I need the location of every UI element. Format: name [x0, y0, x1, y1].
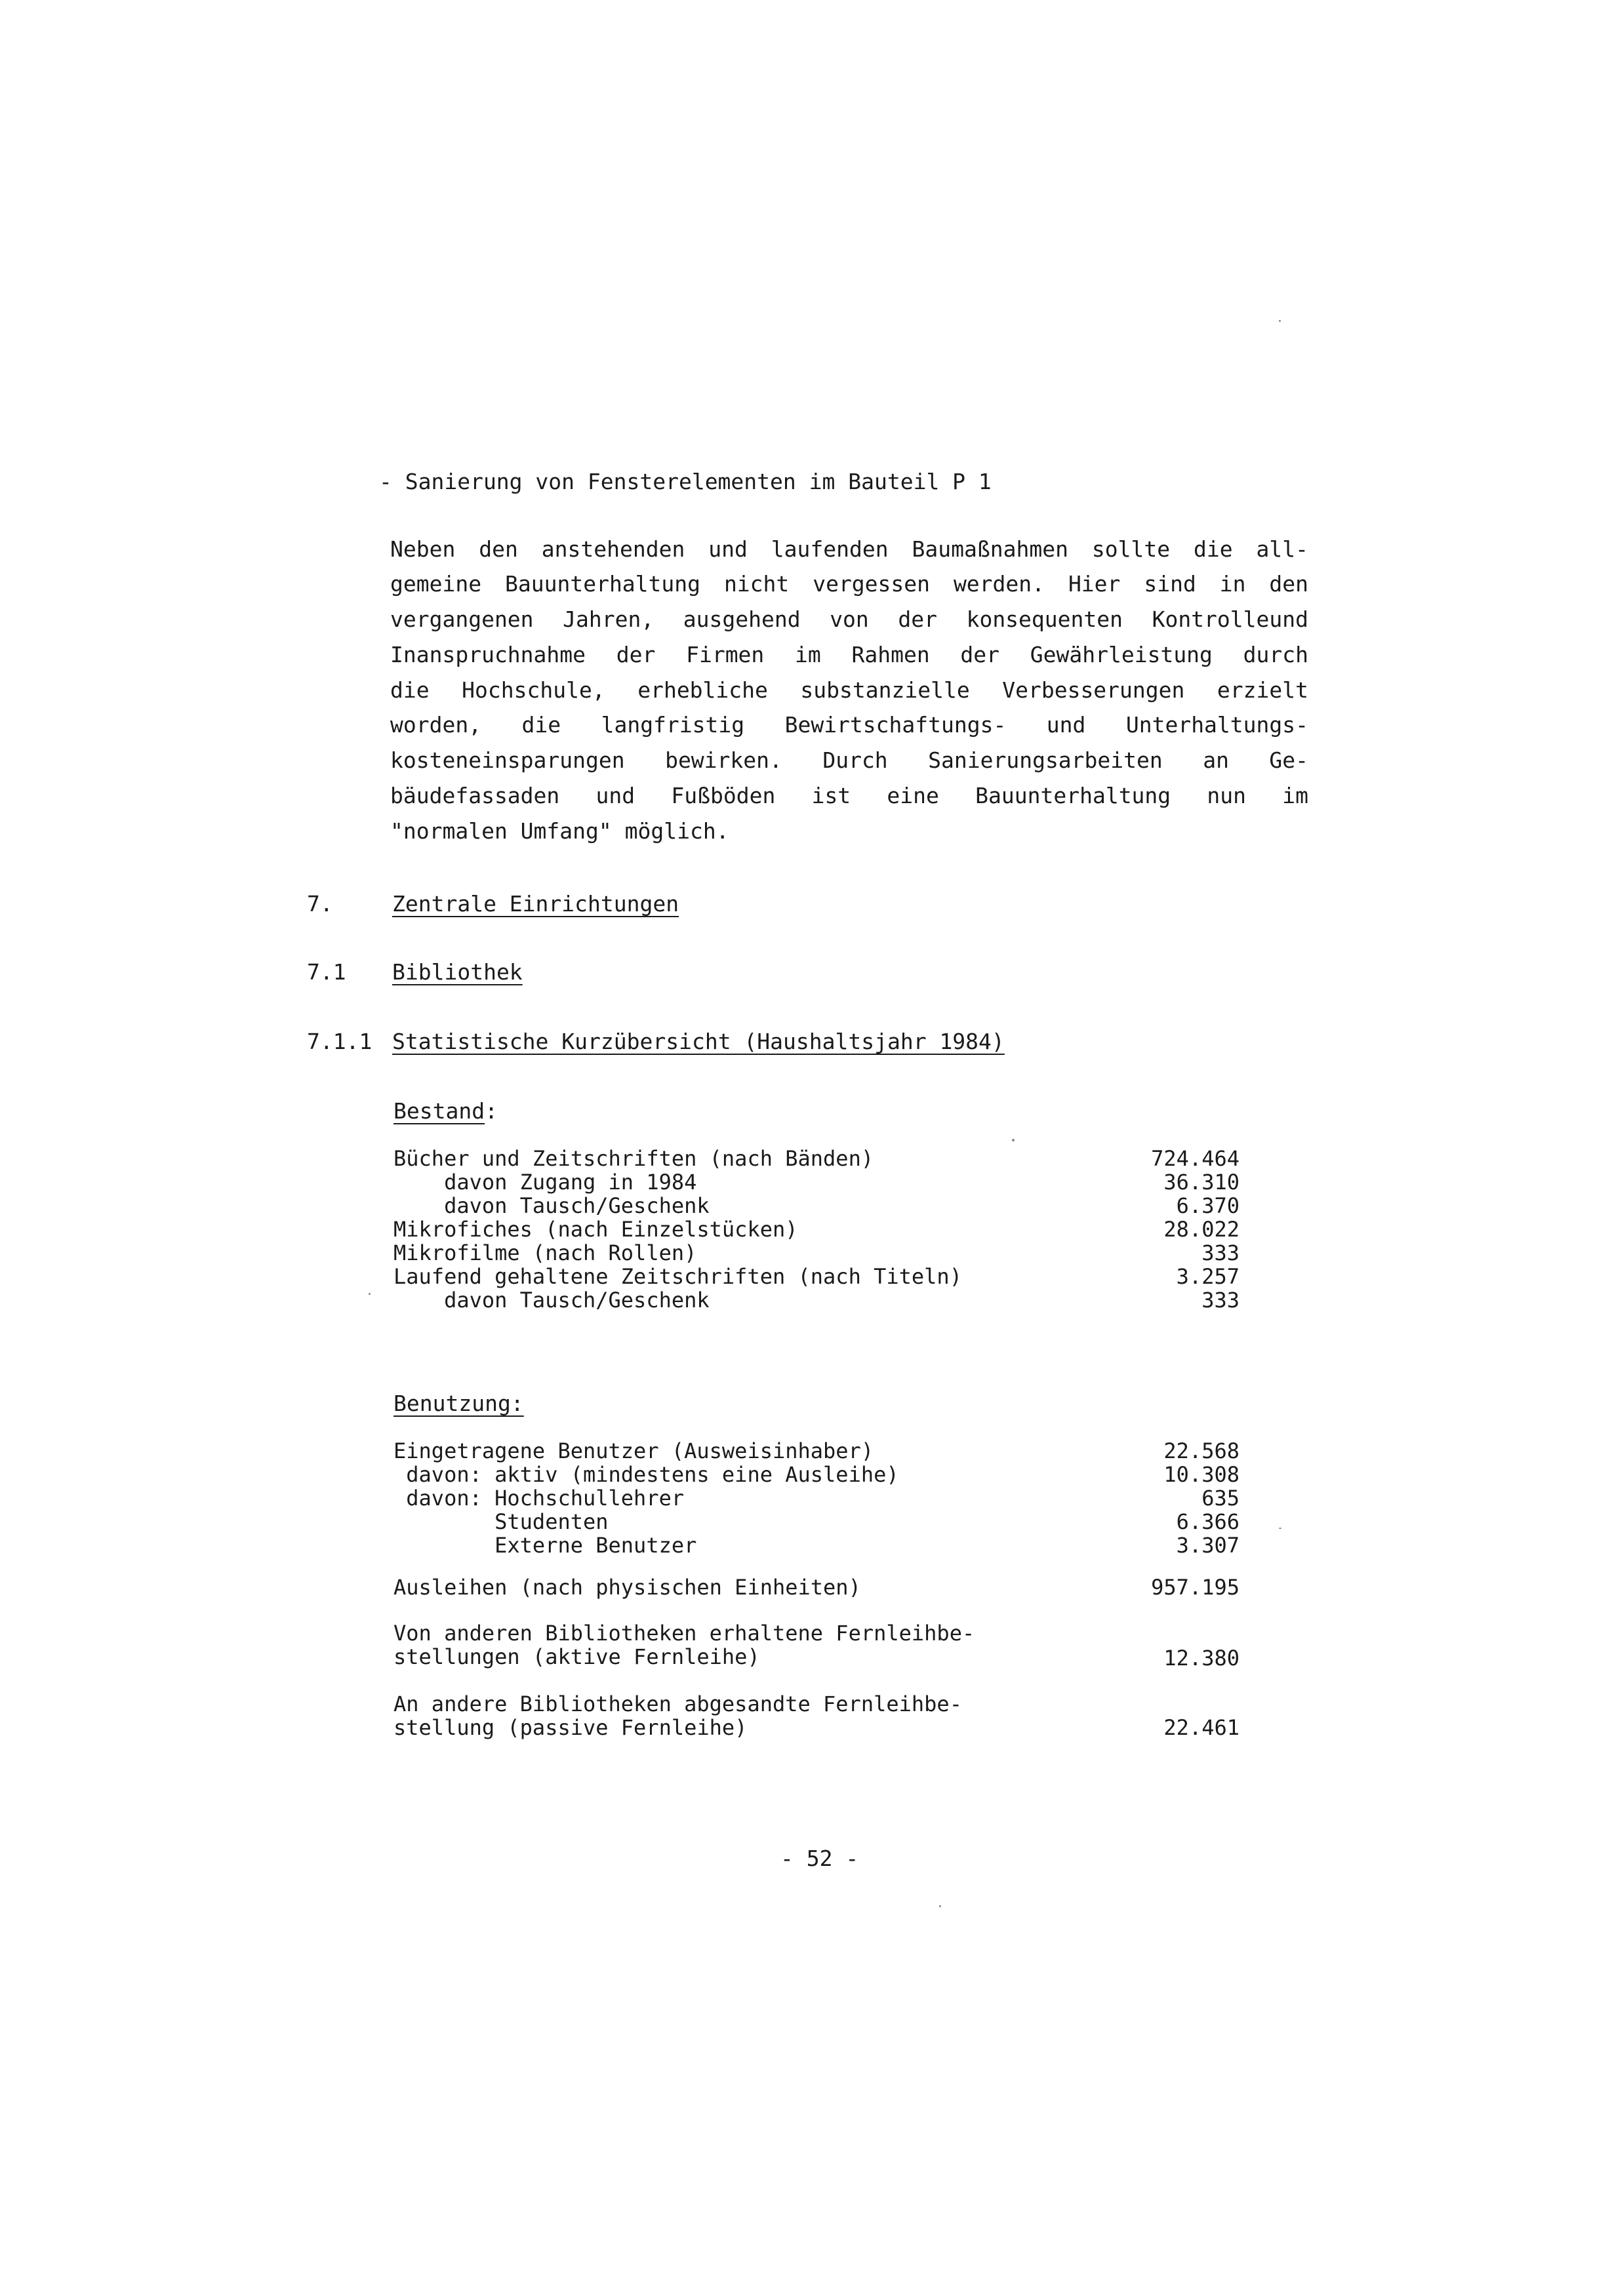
bestand-heading	[393, 1094, 498, 1128]
aktive-fernleihe-label-line1: Von anderen Bibliotheken erhaltene Fernleihbe-	[393, 1621, 975, 1646]
table-row-label: davon Zugang in 1984	[393, 1170, 697, 1195]
intro-bullet: - Sanierung von Fensterelementen im Bauteil P 1	[379, 469, 992, 494]
paragraph-line: kosteneinsparungen bewirken. Durch Sanierungsarbeiten an Ge-	[390, 747, 1308, 773]
table-row-value: 10.308	[1163, 1462, 1239, 1487]
paragraph-line: bäudefassaden und Fußböden ist eine Bauunterhaltung nun im	[390, 783, 1308, 808]
table-row-label: davon: aktiv (mindestens eine Ausleihe)	[393, 1462, 899, 1487]
table-row-label: Studenten	[393, 1509, 609, 1534]
section-title: Zentrale Einrichtungen	[392, 891, 679, 917]
table-row-label: Bücher und Zeitschriften (nach Bänden)	[393, 1146, 874, 1171]
scan-speck	[1279, 1528, 1281, 1529]
table-row-label: Mikrofiches (nach Einzelstücken)	[393, 1217, 798, 1242]
paragraph-line: worden, die langfristig Bewirtschaftungs- und Unterhaltungs-	[390, 712, 1308, 738]
passive-fernleihe-label-line1: An andere Bibliotheken abgesandte Fernleihbe-	[393, 1692, 962, 1716]
aktive-fernleihe-label-line2: stellungen (aktive Fernleihe)	[393, 1644, 760, 1669]
ausleihen-value: 957.195	[1151, 1575, 1239, 1600]
bestand-heading-colon: :	[485, 1098, 498, 1124]
paragraph-line: Inanspruchnahme der Firmen im Rahmen der Gewährleistung durch	[390, 642, 1308, 667]
table-row-value: 22.568	[1163, 1438, 1239, 1463]
table-row-label: Eingetragene Benutzer (Ausweisinhaber)	[393, 1438, 874, 1463]
table-row-label: Laufend gehaltene Zeitschriften (nach Titeln)	[393, 1264, 962, 1289]
paragraph-line: Neben den anstehenden und laufenden Baumaßnahmen sollte die all-	[390, 536, 1308, 562]
section-number: 7.	[307, 891, 333, 917]
aktive-fernleihe-value: 12.380	[1163, 1646, 1239, 1671]
table-row-value: 333	[1201, 1288, 1239, 1313]
table-row-label: Mikrofilme (nach Rollen)	[393, 1240, 697, 1265]
section-number: 7.1.1	[307, 1029, 373, 1054]
table-row-value: 3.257	[1176, 1264, 1239, 1289]
table-row-label: davon Tausch/Geschenk	[393, 1193, 710, 1218]
section-number: 7.1	[307, 959, 346, 985]
passive-fernleihe-label-line2: stellung (passive Fernleihe)	[393, 1715, 748, 1740]
table-row-label: davon Tausch/Geschenk	[393, 1288, 710, 1313]
paragraph-line: gemeine Bauunterhaltung nicht vergessen werden. Hier sind in den	[390, 571, 1308, 597]
table-row-value: 724.464	[1151, 1146, 1239, 1171]
page-number: - 52 -	[780, 1846, 859, 1871]
section-title: Bibliothek	[392, 959, 523, 985]
table-row-value: 6.370	[1176, 1193, 1239, 1218]
table-row-value: 36.310	[1163, 1170, 1239, 1195]
table-row-value: 28.022	[1163, 1217, 1239, 1242]
scan-speck	[1279, 320, 1281, 322]
scan-speck	[369, 1293, 371, 1295]
table-row-value: 635	[1201, 1486, 1239, 1511]
table-row-label: davon: Hochschullehrer	[393, 1486, 685, 1511]
ausleihen-label: Ausleihen (nach physischen Einheiten)	[393, 1575, 861, 1600]
table-row-value: 6.366	[1176, 1509, 1239, 1534]
table-row-value: 333	[1201, 1240, 1239, 1265]
scan-speck	[1012, 1139, 1015, 1141]
benutzung-heading: Benutzung:	[393, 1391, 524, 1416]
paragraph-line: die Hochschule, erhebliche substanzielle Verbesserungen erzielt	[390, 677, 1308, 703]
passive-fernleihe-value: 22.461	[1163, 1715, 1239, 1740]
scan-speck	[939, 1905, 941, 1907]
table-row-value: 3.307	[1176, 1533, 1239, 1558]
section-title: Statistische Kurzübersicht (Haushaltsjahr 1984)	[392, 1029, 1005, 1054]
table-row-label: Externe Benutzer	[393, 1533, 697, 1558]
paragraph-line: vergangenen Jahren, ausgehend von der konsequenten Kontrolleund	[390, 606, 1308, 632]
paragraph-line: "normalen Umfang" möglich.	[390, 818, 729, 844]
bestand-heading-label: Bestand	[393, 1098, 485, 1124]
